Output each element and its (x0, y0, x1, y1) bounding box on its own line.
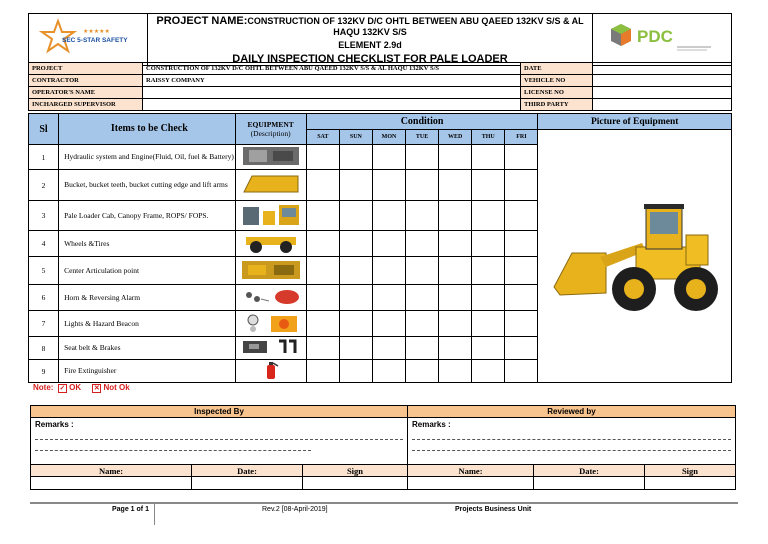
contractor-field[interactable]: RAISSY COMPANY (143, 75, 521, 87)
check-thu[interactable] (472, 170, 505, 201)
check-sun[interactable] (339, 285, 372, 311)
check-tue[interactable] (406, 257, 439, 285)
check-thu[interactable] (472, 257, 505, 285)
check-mon[interactable] (372, 360, 405, 383)
remarks-label: Remarks : (35, 420, 74, 429)
title-block (148, 14, 593, 66)
project-field[interactable]: CONSTRUCTION OF 132KV D/C OHTL BETWEEN ABU QAEED 132KV S/S & AL HAQU 132KV S/S (143, 63, 521, 75)
revision: Rev.2 [08-April-2019] (262, 506, 328, 513)
check-tue[interactable] (406, 170, 439, 201)
check-thu[interactable] (472, 231, 505, 257)
checklist-table (28, 113, 732, 383)
sl-header: Sl (29, 114, 59, 145)
row-sl: 4 (29, 231, 59, 257)
row-sl: 8 (29, 337, 59, 360)
svg-text:SEC 5-STAR SAFETY: SEC 5-STAR SAFETY (62, 37, 128, 44)
reviewer-sign-field[interactable] (645, 477, 736, 490)
third-party-field[interactable] (593, 99, 732, 111)
inspector-sign-label: Sign (303, 465, 408, 477)
row-item: Bucket, bucket teeth, bucket cutting edge and lift arms (59, 170, 236, 201)
check-wed[interactable] (439, 360, 472, 383)
business-unit: Projects Business Unit (455, 506, 532, 513)
ok-label: OK (69, 383, 82, 392)
supervisor-field[interactable] (143, 99, 521, 111)
check-mon[interactable] (372, 285, 405, 311)
check-thu[interactable] (472, 285, 505, 311)
wheel-loader-picture (550, 195, 720, 315)
condition-header: Condition (306, 114, 538, 130)
check-fri[interactable] (505, 145, 538, 170)
inspector-remarks-field[interactable] (31, 418, 408, 465)
wheels-image-icon (242, 233, 300, 253)
check-thu[interactable] (472, 311, 505, 337)
picture-header: Picture of Equipment (538, 114, 732, 130)
day-sun: SUN (339, 130, 372, 145)
checkbox-x-icon: ✕ (93, 385, 100, 392)
signoff-table (30, 405, 736, 490)
row-sl: 6 (29, 285, 59, 311)
vehicle-field[interactable] (593, 75, 732, 87)
equipment-header (235, 114, 306, 145)
check-sat[interactable] (306, 257, 339, 285)
equipment-header-sub: (Description) (250, 129, 291, 138)
check-wed[interactable] (439, 170, 472, 201)
check-sun[interactable] (339, 201, 372, 231)
row-item: Horn & Reversing Alarm (59, 285, 236, 311)
contractor-label: CONTRACTOR (29, 75, 143, 87)
row-sl: 3 (29, 201, 59, 231)
items-header: Items to be Check (59, 114, 236, 145)
fire-extinguisher-icon (261, 360, 281, 380)
horn-thumbnail (235, 285, 306, 311)
reviewer-date-label: Date: (534, 465, 645, 477)
check-sat[interactable] (306, 285, 339, 311)
check-sat[interactable] (306, 145, 339, 170)
inspector-name-field[interactable] (31, 477, 192, 490)
check-tue[interactable] (406, 285, 439, 311)
operator-label: OPERATOR'S NAME (29, 87, 143, 99)
day-mon: MON (372, 130, 405, 145)
check-wed[interactable] (439, 285, 472, 311)
reviewed-by-header: Reviewed by (408, 406, 736, 418)
check-mon[interactable] (372, 145, 405, 170)
row-item: Lights & Hazard Beacon (59, 311, 236, 337)
check-thu[interactable] (472, 337, 505, 360)
lights-thumbnail (235, 311, 306, 337)
check-fri[interactable] (505, 231, 538, 257)
bucket-image-icon (242, 172, 300, 196)
svg-text:PDC: PDC (637, 27, 673, 46)
check-sat[interactable] (306, 231, 339, 257)
extinguisher-thumbnail (235, 360, 306, 383)
page-number: Page 1 of 1 (112, 506, 149, 513)
check-tue[interactable] (406, 201, 439, 231)
check-sun[interactable] (339, 231, 372, 257)
supervisor-label: INCHARGED SUPERVISOR (29, 99, 143, 111)
beacon-icon (241, 312, 301, 334)
row-item: Wheels &Tires (59, 231, 236, 257)
check-wed[interactable] (439, 337, 472, 360)
inspector-date-label: Date: (192, 465, 303, 477)
row-item: Hydraulic system and Engine(Fluid, Oil, fuel & Battery) (59, 145, 236, 170)
check-wed[interactable] (439, 201, 472, 231)
articulation-thumbnail (235, 257, 306, 285)
day-wed: WED (439, 130, 472, 145)
note-legend (33, 383, 130, 393)
svg-text:★★★★★: ★★★★★ (83, 29, 110, 35)
cab-image-icon (241, 203, 301, 227)
check-fri[interactable] (505, 170, 538, 201)
wheels-thumbnail (235, 231, 306, 257)
check-wed[interactable] (439, 145, 472, 170)
check-wed[interactable] (439, 311, 472, 337)
check-sat[interactable] (306, 337, 339, 360)
date-field[interactable] (593, 63, 732, 75)
check-wed[interactable] (439, 231, 472, 257)
check-mon[interactable] (372, 337, 405, 360)
check-sun[interactable] (339, 337, 372, 360)
reviewer-sign-label: Sign (645, 465, 736, 477)
check-sat[interactable] (306, 360, 339, 383)
cab-thumbnail (235, 201, 306, 231)
check-mon[interactable] (372, 311, 405, 337)
day-thu: THU (472, 130, 505, 145)
pdc-logo (593, 14, 732, 66)
inspector-name-label: Name: (31, 465, 192, 477)
check-thu[interactable] (472, 145, 505, 170)
footer-divider (30, 502, 738, 504)
check-fri[interactable] (505, 201, 538, 231)
license-field[interactable] (593, 87, 732, 99)
not-ok-label: Not Ok (103, 383, 130, 392)
check-fri[interactable] (505, 360, 538, 383)
operator-field[interactable] (143, 87, 521, 99)
check-wed[interactable] (439, 257, 472, 285)
check-tue[interactable] (406, 311, 439, 337)
day-tue: TUE (406, 130, 439, 145)
picture-cell (538, 130, 732, 383)
check-tue[interactable] (406, 145, 439, 170)
check-sat[interactable] (306, 311, 339, 337)
check-sat[interactable] (306, 170, 339, 201)
day-fri: FRI (505, 130, 538, 145)
info-table (28, 62, 732, 111)
check-fri[interactable] (505, 257, 538, 285)
check-sun[interactable] (339, 360, 372, 383)
row-item: Fire Extinguisher (59, 360, 236, 383)
bucket-thumbnail (235, 170, 306, 201)
reviewer-name-label: Name: (408, 465, 534, 477)
checkbox-checked-icon: ✓ (59, 385, 66, 392)
day-sat: SAT (306, 130, 339, 145)
check-fri[interactable] (505, 337, 538, 360)
row-sl: 9 (29, 360, 59, 383)
element-label: ELEMENT 2.9d (338, 40, 402, 50)
check-sun[interactable] (339, 311, 372, 337)
row-item: Center Articulation point (59, 257, 236, 285)
row-sl: 5 (29, 257, 59, 285)
engine-image-icon (243, 147, 299, 165)
company-logo (29, 14, 148, 66)
note-label: Note: (33, 383, 54, 392)
license-label: LICENSE NO (521, 87, 593, 99)
reviewer-name-field[interactable] (408, 477, 534, 490)
check-tue[interactable] (406, 231, 439, 257)
form-title: DAILY INSPECTION CHECKLIST FOR PALE LOADER (232, 53, 508, 65)
remarks-label: Remarks : (412, 420, 451, 429)
horn-icon (241, 287, 301, 307)
check-tue[interactable] (406, 360, 439, 383)
row-sl: 7 (29, 311, 59, 337)
equipment-header-label: EQUIPMENT (247, 120, 294, 129)
check-sat[interactable] (306, 201, 339, 231)
reviewer-date-field[interactable] (534, 477, 645, 490)
star-logo-icon (38, 17, 138, 57)
vehicle-label: VEHICLE NO (521, 75, 593, 87)
check-sun[interactable] (339, 145, 372, 170)
row-sl: 1 (29, 145, 59, 170)
check-fri[interactable] (505, 285, 538, 311)
project-label: PROJECT (29, 63, 143, 75)
form-header (28, 13, 732, 66)
inspector-date-field[interactable] (192, 477, 303, 490)
check-mon[interactable] (372, 170, 405, 201)
articulation-image-icon (240, 259, 302, 281)
check-thu[interactable] (472, 360, 505, 383)
check-sun[interactable] (339, 170, 372, 201)
seatbelt-brake-icon (241, 337, 301, 357)
check-fri[interactable] (505, 311, 538, 337)
hydraulic-engine-thumbnail (235, 145, 306, 170)
inspector-sign-field[interactable] (303, 477, 408, 490)
check-sun[interactable] (339, 257, 372, 285)
pdc-logo-icon (607, 18, 717, 56)
check-thu[interactable] (472, 201, 505, 231)
row-item: Seat belt & Brakes (59, 337, 236, 360)
check-mon[interactable] (372, 231, 405, 257)
project-name-value: CONSTRUCTION OF 132KV D/C OHTL BETWEEN ABU QAEED 132KV S/S & AL HAQU 132KV S/S (247, 16, 584, 37)
date-label: DATE (521, 63, 593, 75)
check-mon[interactable] (372, 257, 405, 285)
third-party-label: THIRD PARTY (521, 99, 593, 111)
reviewer-remarks-field[interactable] (408, 418, 736, 465)
check-tue[interactable] (406, 337, 439, 360)
footer-separator (154, 503, 155, 525)
inspected-by-header: Inspected By (31, 406, 408, 418)
project-name-label: PROJECT NAME: (156, 15, 248, 27)
check-mon[interactable] (372, 201, 405, 231)
row-item: Pale Loader Cab, Canopy Frame, ROPS/ FOPS. (59, 201, 236, 231)
seatbelt-thumbnail (235, 337, 306, 360)
row-sl: 2 (29, 170, 59, 201)
